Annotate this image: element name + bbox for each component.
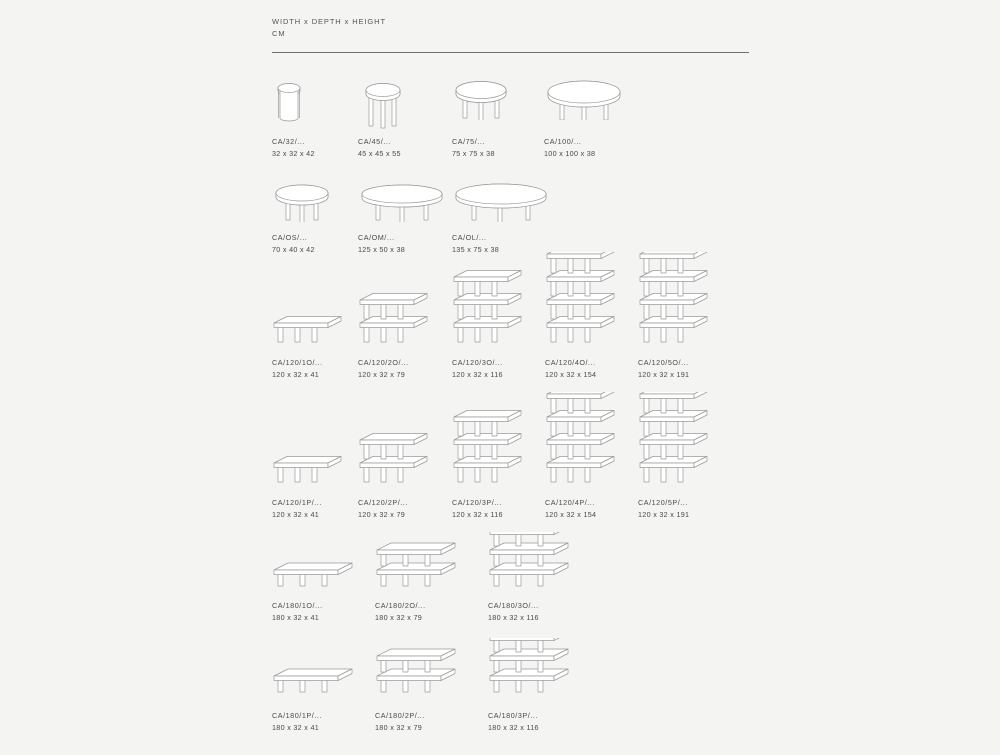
product-drawing	[488, 532, 584, 596]
product-dimensions: 120 x 32 x 191	[638, 509, 690, 519]
product-code: CA/180/2O/...	[375, 601, 426, 610]
product-drawing	[358, 392, 438, 492]
product-drawing	[545, 252, 625, 352]
product-caption	[272, 136, 315, 159]
product-dimensions: 120 x 32 x 154	[545, 509, 597, 519]
product-item	[452, 180, 550, 222]
product-item	[452, 78, 510, 120]
product-item	[272, 392, 352, 492]
product-item	[358, 180, 446, 222]
product-caption	[452, 497, 503, 520]
product-dimensions: 120 x 32 x 116	[452, 369, 503, 379]
product-drawing	[544, 78, 624, 120]
product-item	[272, 638, 368, 702]
product-drawing	[358, 78, 408, 130]
product-code: CA/OM/...	[358, 233, 395, 242]
product-drawing	[488, 638, 584, 702]
product-caption	[272, 710, 322, 733]
product-dimensions: 180 x 32 x 79	[375, 612, 423, 622]
product-drawing	[638, 252, 718, 352]
product-dimensions: 120 x 32 x 79	[358, 369, 406, 379]
product-item	[638, 252, 718, 352]
product-code: CA/OL/...	[452, 233, 487, 242]
product-caption	[358, 136, 401, 159]
product-item	[272, 180, 332, 222]
product-dimensions: 120 x 32 x 154	[545, 369, 597, 379]
product-dimensions: 120 x 32 x 116	[452, 509, 503, 519]
product-caption	[638, 357, 689, 380]
product-code: CA/75/...	[452, 137, 485, 146]
product-drawing	[638, 392, 718, 492]
product-drawing	[452, 252, 532, 352]
product-dimensions: 100 x 100 x 38	[544, 148, 596, 158]
product-drawing	[358, 252, 438, 352]
product-item	[272, 78, 306, 124]
product-drawing	[272, 638, 368, 702]
product-code: CA/120/5O/...	[638, 358, 689, 367]
product-code: CA/100/...	[544, 137, 582, 146]
product-code: CA/180/1P/...	[272, 711, 322, 720]
product-dimensions: 120 x 32 x 191	[638, 369, 690, 379]
product-item	[452, 252, 532, 352]
product-item	[545, 392, 625, 492]
product-code: CA/120/1O/...	[272, 358, 323, 367]
product-item	[358, 78, 408, 130]
product-item	[375, 532, 471, 596]
legend-line-2: CM	[272, 28, 286, 38]
product-drawing	[272, 252, 352, 352]
product-caption	[488, 710, 539, 733]
product-code: CA/120/4P/...	[545, 498, 595, 507]
product-drawing	[545, 392, 625, 492]
product-dimensions: 120 x 32 x 41	[272, 369, 320, 379]
product-drawing	[272, 392, 352, 492]
product-drawing	[272, 180, 332, 222]
product-item	[488, 638, 584, 702]
product-code: CA/120/5P/...	[638, 498, 688, 507]
product-caption	[358, 357, 409, 380]
product-caption	[638, 497, 689, 520]
product-code: CA/32/...	[272, 137, 305, 146]
product-caption	[452, 136, 495, 159]
product-dimensions: 70 x 40 x 42	[272, 244, 315, 254]
product-dimensions: 180 x 32 x 116	[488, 722, 539, 732]
product-caption	[375, 710, 425, 733]
product-item	[358, 392, 438, 492]
product-drawing	[272, 532, 368, 596]
product-drawing	[272, 78, 306, 124]
product-caption	[452, 357, 503, 380]
product-item	[272, 252, 352, 352]
product-caption	[272, 497, 322, 520]
product-code: CA/120/3P/...	[452, 498, 502, 507]
product-caption	[272, 357, 323, 380]
product-drawing	[375, 638, 471, 702]
product-dimensions: 120 x 32 x 79	[358, 509, 406, 519]
product-code: CA/120/3O/...	[452, 358, 503, 367]
product-drawing	[452, 392, 532, 492]
product-item	[488, 532, 584, 596]
product-drawing	[358, 180, 446, 222]
product-caption	[544, 136, 595, 159]
product-dimensions: 125 x 50 x 38	[358, 244, 406, 254]
product-item	[358, 252, 438, 352]
product-dimensions: 32 x 32 x 42	[272, 148, 315, 158]
product-item	[375, 638, 471, 702]
product-code: CA/120/1P/...	[272, 498, 322, 507]
product-drawing	[452, 180, 550, 222]
product-item	[452, 392, 532, 492]
product-caption	[272, 600, 323, 623]
product-caption	[545, 497, 596, 520]
product-code: CA/120/2O/...	[358, 358, 409, 367]
product-dimensions: 180 x 32 x 116	[488, 612, 539, 622]
product-dimensions: 120 x 32 x 41	[272, 509, 320, 519]
product-item	[272, 532, 368, 596]
product-dimensions: 75 x 75 x 38	[452, 148, 495, 158]
product-caption	[358, 497, 408, 520]
product-code: CA/180/3O/...	[488, 601, 539, 610]
product-code: CA/120/4O/...	[545, 358, 596, 367]
product-item	[545, 252, 625, 352]
product-dimensions: 135 x 75 x 38	[452, 244, 500, 254]
legend-line-1: WIDTH x DEPTH x HEIGHT	[272, 17, 386, 26]
product-drawing	[375, 532, 471, 596]
product-item	[638, 392, 718, 492]
product-dimensions: 180 x 32 x 41	[272, 722, 320, 732]
product-code: CA/180/3P/...	[488, 711, 538, 720]
product-caption	[375, 600, 426, 623]
product-code: CA/OS/...	[272, 233, 308, 242]
product-caption	[545, 357, 596, 380]
product-item	[544, 78, 624, 120]
product-dimensions: 180 x 32 x 79	[375, 722, 423, 732]
product-code: CA/180/1O/...	[272, 601, 323, 610]
product-code: CA/180/2P/...	[375, 711, 425, 720]
product-drawing	[452, 78, 510, 120]
product-code: CA/45/...	[358, 137, 391, 146]
product-code: CA/120/2P/...	[358, 498, 408, 507]
product-dimensions: 180 x 32 x 41	[272, 612, 320, 622]
product-caption	[488, 600, 539, 623]
product-dimensions: 45 x 45 x 55	[358, 148, 401, 158]
